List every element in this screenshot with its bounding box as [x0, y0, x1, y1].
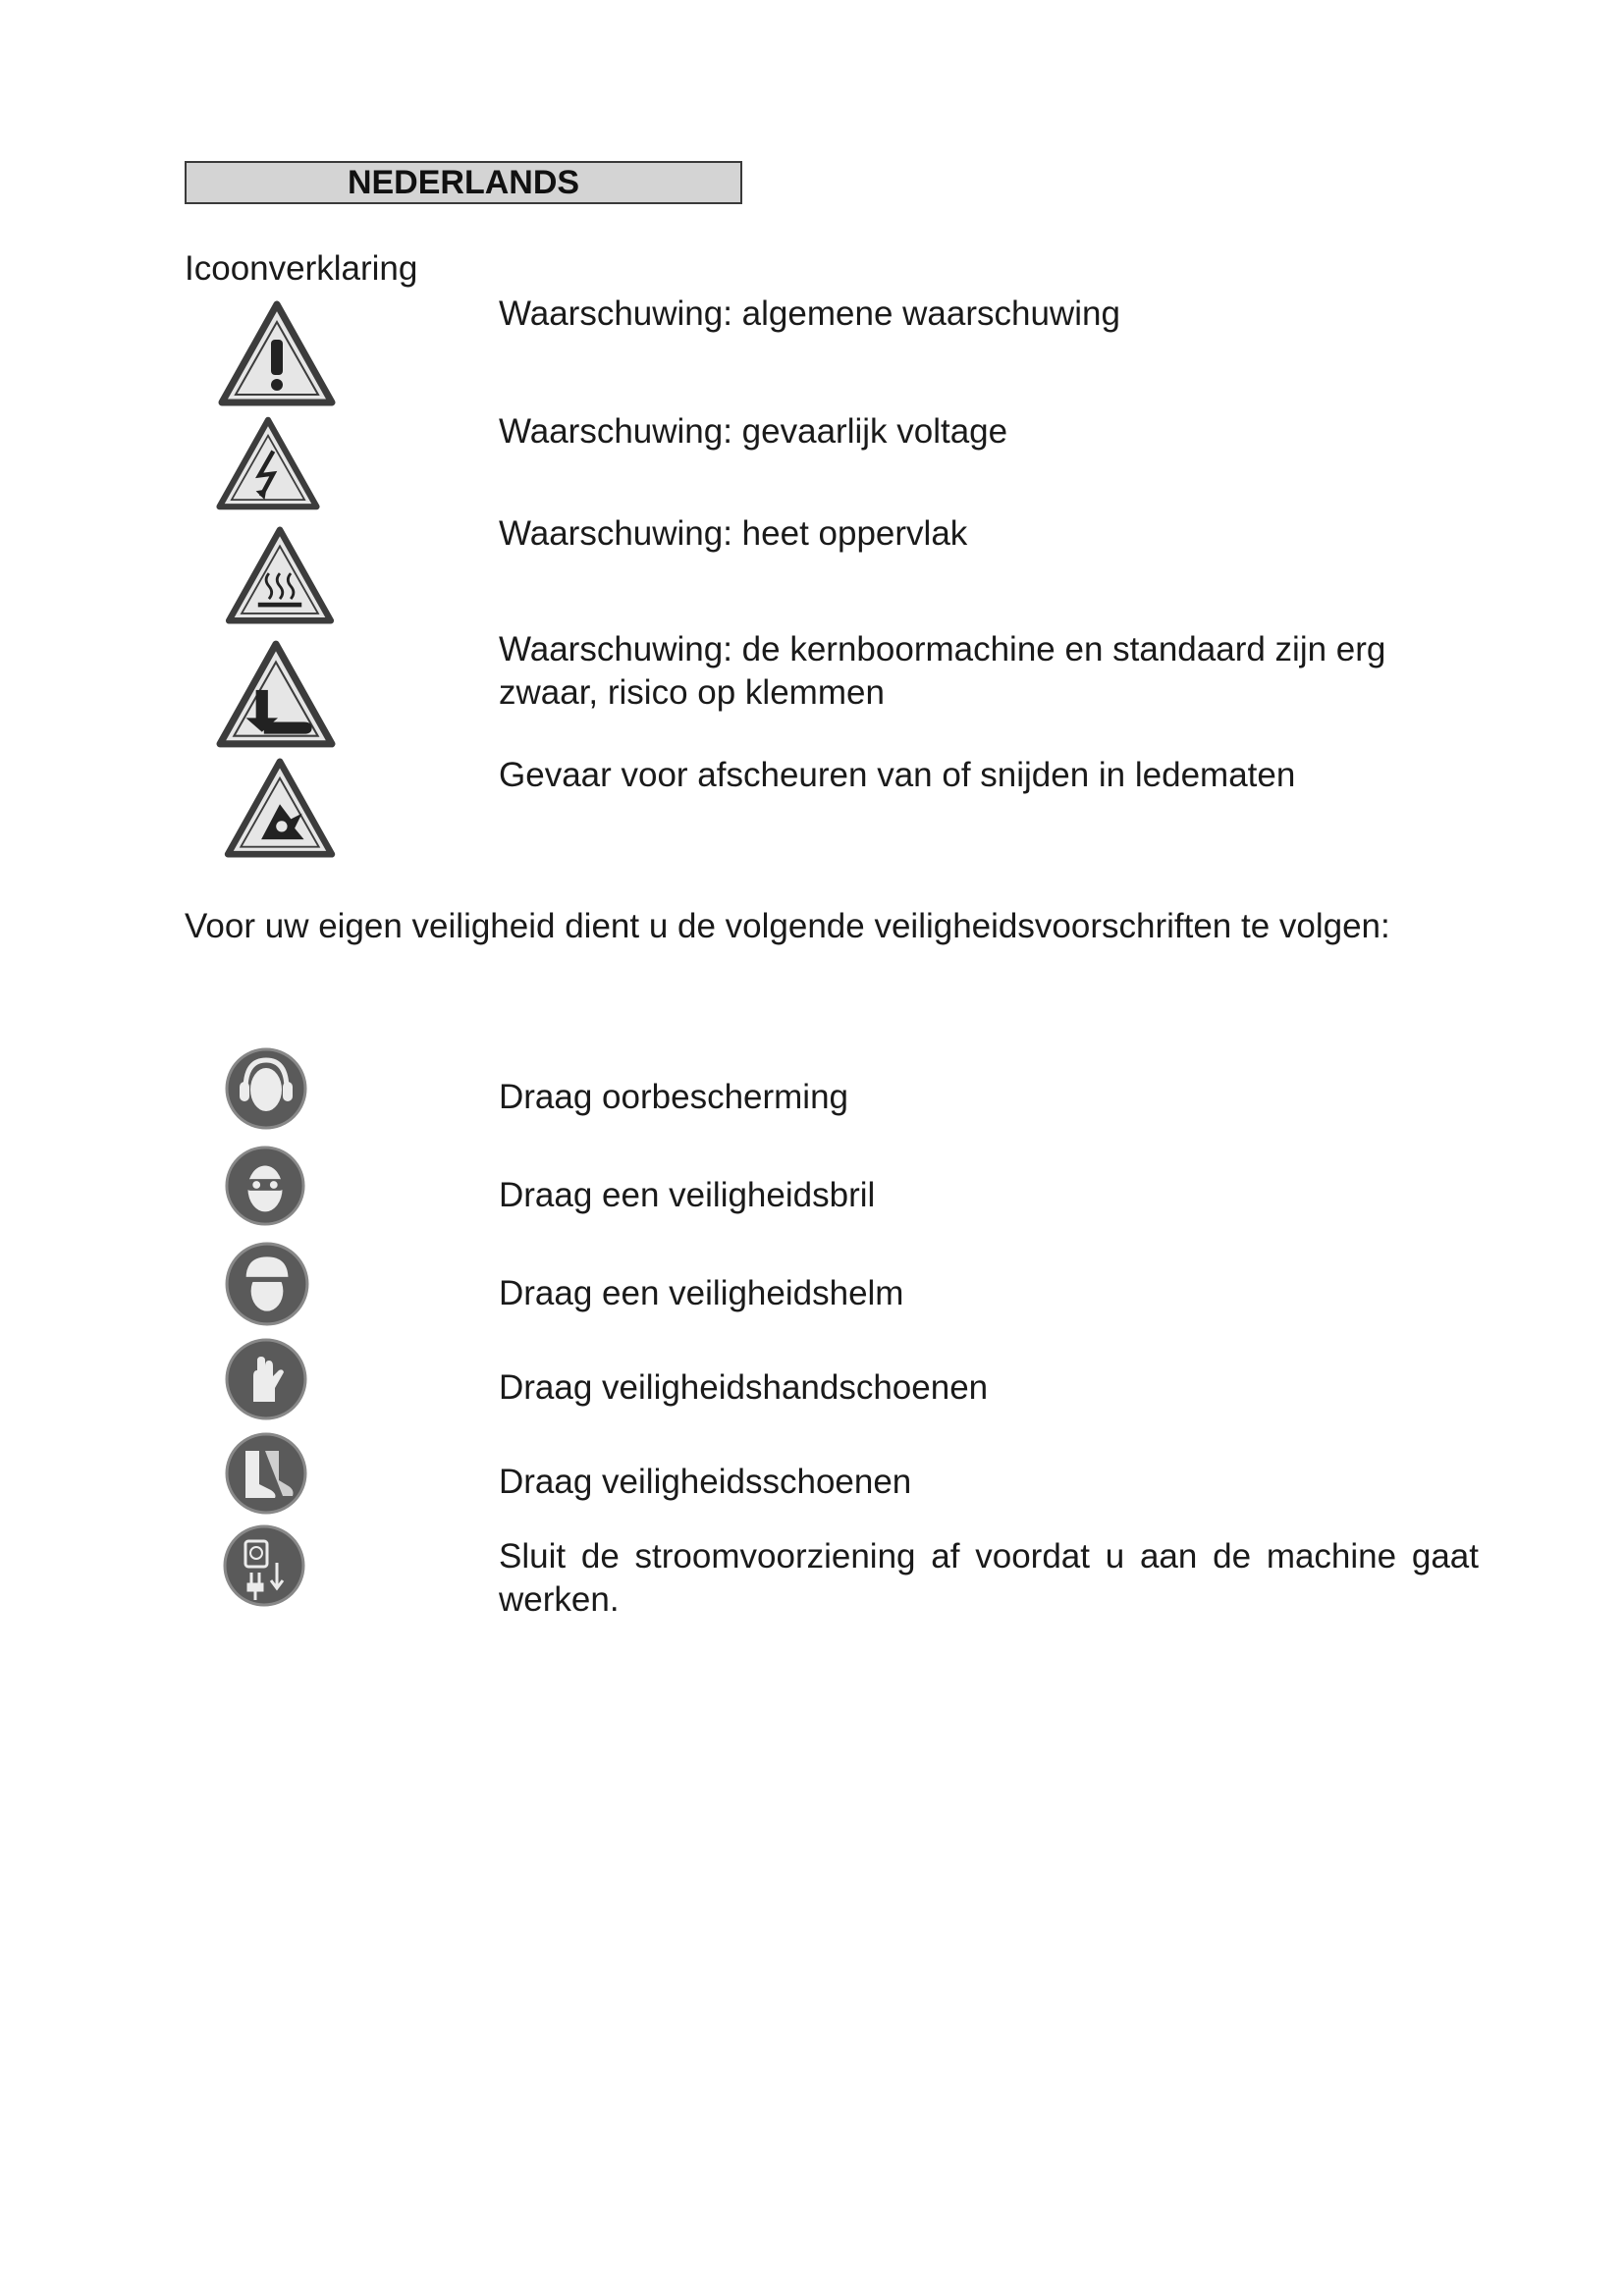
- general-warning-icon: [218, 300, 336, 406]
- requirement-text-goggles: Draag een veiligheidsbril: [499, 1176, 876, 1214]
- warning-text-crush: Waarschuwing: de kernboormachine en standaard zijn erg zwaar, risico op klemmen: [499, 630, 1386, 712]
- disconnect-power-icon: [222, 1523, 306, 1608]
- warning-text-cut: Gevaar voor afscheuren van of snijden in ledematen: [499, 756, 1296, 794]
- hot-surface-icon: [224, 526, 336, 624]
- language-header: [185, 161, 742, 204]
- warning-text-hot-surface: Waarschuwing: heet oppervlak: [499, 514, 968, 553]
- safety-goggles-icon: [224, 1145, 306, 1227]
- requirement-text-helmet: Draag een veiligheidshelm: [499, 1274, 904, 1312]
- requirement-text-disconnect: Sluit de stroomvoorziening af voordat u aan de machine gaat werken.: [499, 1537, 1479, 1619]
- requirement-text-ear: Draag oorbescherming: [499, 1078, 849, 1116]
- crush-hazard-icon: [216, 640, 336, 748]
- legend-title: Icoonverklaring: [185, 249, 418, 288]
- high-voltage-icon: [216, 416, 320, 510]
- ear-protection-icon: [224, 1046, 308, 1131]
- safety-helmet-icon: [224, 1241, 310, 1327]
- requirement-text-boots: Draag veiligheidsschoenen: [499, 1463, 912, 1501]
- requirement-text-gloves: Draag veiligheidshandschoenen: [499, 1368, 989, 1407]
- language-label: NEDERLANDS: [347, 163, 580, 201]
- safety-intro: Voor uw eigen veiligheid dient u de volgende veiligheidsvoorschriften te volgen:: [185, 907, 1390, 945]
- safety-boots-icon: [224, 1431, 308, 1516]
- warning-text-general: Waarschuwing: algemene waarschuwing: [499, 294, 1120, 333]
- cut-hazard-icon: [224, 758, 336, 858]
- warning-text-voltage: Waarschuwing: gevaarlijk voltage: [499, 412, 1008, 451]
- safety-gloves-icon: [224, 1337, 308, 1421]
